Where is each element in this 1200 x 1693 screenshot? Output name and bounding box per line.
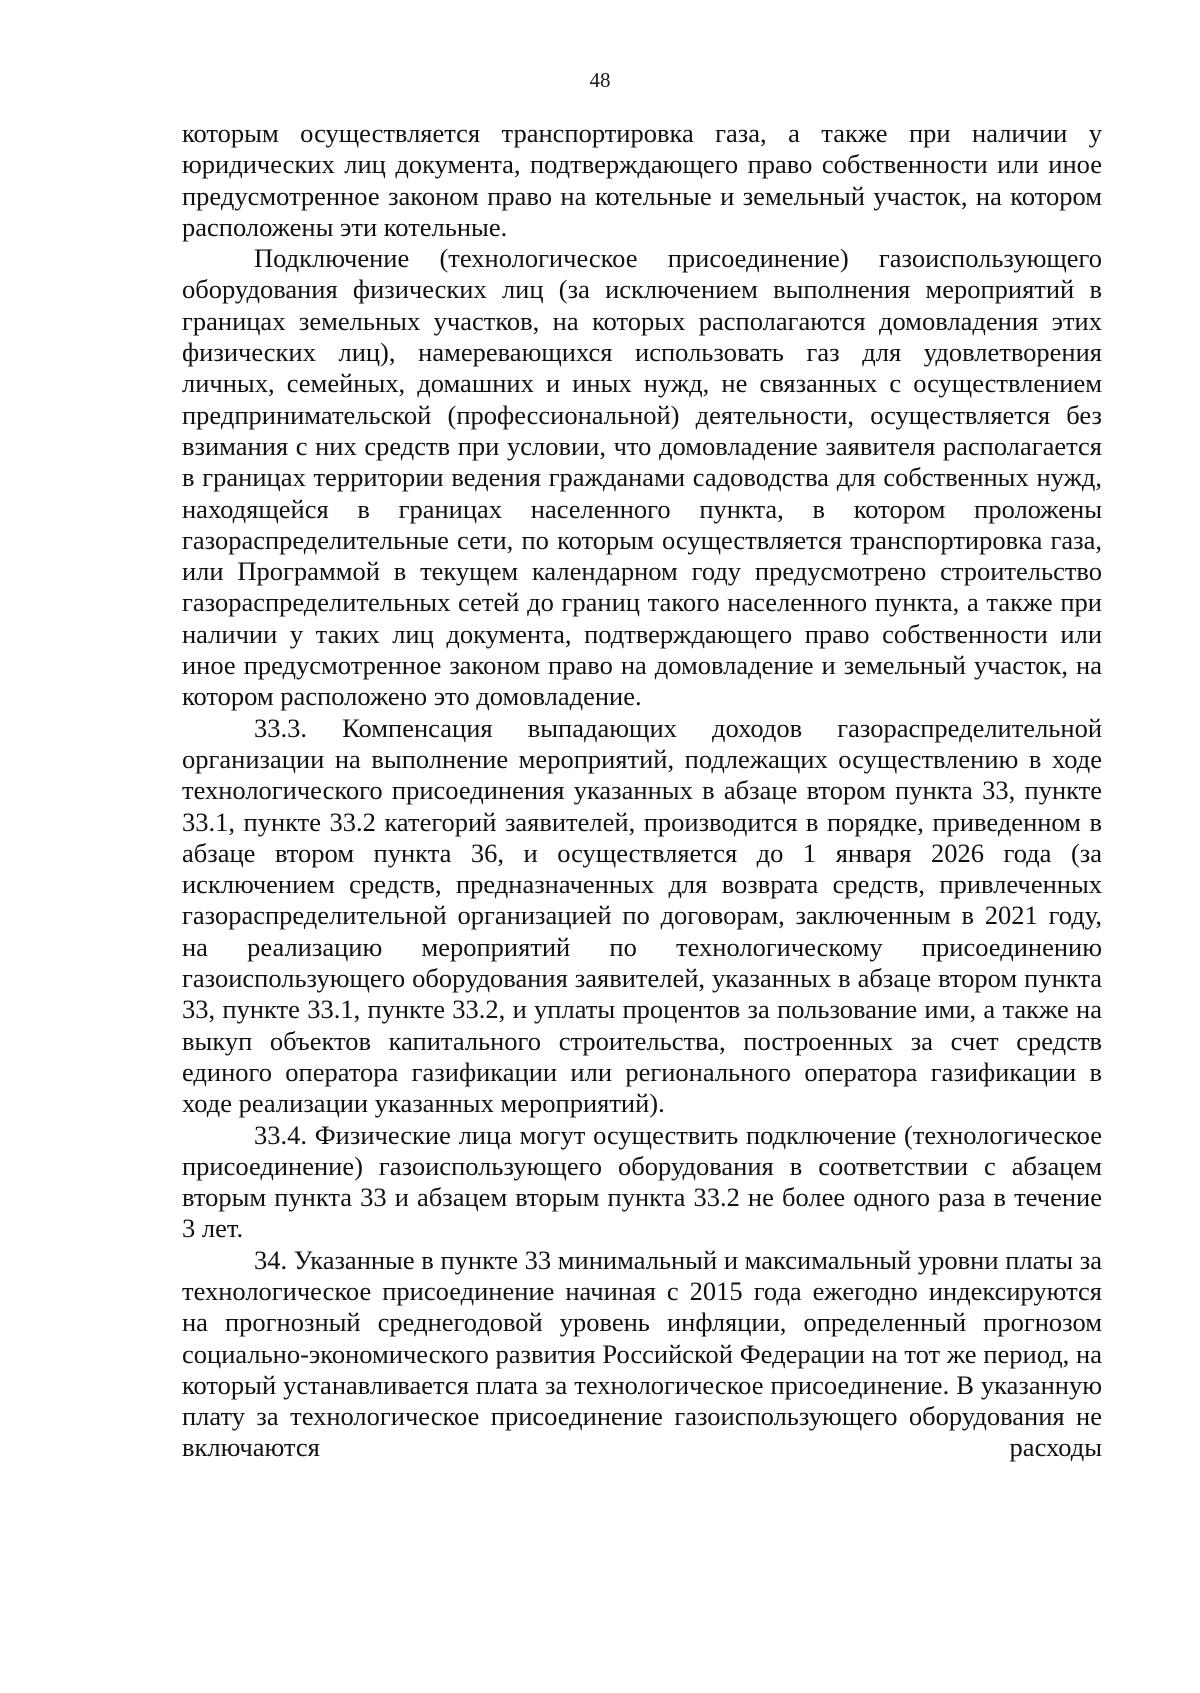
paragraph-continuation: которым осуществляется транспортировка газа, а также при наличии у юридических лиц документа, подтверждающего право собственности или иное предусмотренное законом право на котельные и земельный участок, на котором расположены эти котельные. [182, 118, 1102, 242]
paragraph-connection-individuals: Подключение (технологическое присоединение) газоиспользующего оборудования физических лиц (за исключением выполнения мероприятий в границах земельных участков, на которых располагаются домовладения этих физических лиц), намеревающихся использовать газ для удовлетворения личных, семейных, домашних и иных нужд, не связанных с осуществлением предпринимательской (профессиональной) деятельности, осуществляется без взимания с них средств при условии, что домовладение заявителя располагается в границах территории ведения гражданами садоводства для собственных нужд, находящейся в границах населенного пункта, в котором проложены газораспределительные сети, по которым осуществляется транспортировка газа, или Программой в текущем календарном году предусмотрено строительство газораспределительных сетей до границ такого населенного пункта, а также при наличии у таких лиц документа, подтверждающего право собственности или иное предусмотренное законом право на домовладение и земельный участок, на котором расположено это домовладение. [182, 243, 1102, 712]
document-body [182, 118, 1102, 1464]
paragraph-33-3: 33.3. Компенсация выпадающих доходов газораспределительной организации на выполнение мероприятий, подлежащих осуществлению в ходе технологического присоединения указанных в абзаце втором пункта 33, пункте 33.1, пункте 33.2 категорий заявителей, производится в порядке, приведенном в абзаце втором пункта 36, и осуществляется до 1 января 2026 года (за исключением средств, предназначенных для возврата средств, привлеченных газораспределительной организацией по договорам, заключенным в 2021 году, на реализацию мероприятий по технологическому присоединению газоиспользующего оборудования заявителей, указанных в абзаце втором пункта 33, пункте 33.1, пункте 33.2, и уплаты процентов за пользование ими, а также на выкуп объектов капитального строительства, построенных за счет средств единого оператора газификации или регионального оператора газификации в ходе реализации указанных мероприятий). [182, 712, 1102, 1119]
paragraph-34: 34. Указанные в пункте 33 минимальный и максимальный уровни платы за технологическое присоединение начиная с 2015 года ежегодно индексируются на прогнозный среднегодовой уровень инфляции, определенный прогнозом социально-экономического развития Российской Федерации на тот же период, на который устанавливается плата за технологическое присоединение. В указанную плату за технологическое присоединение газоиспользующего оборудования не включаются расходы [182, 1244, 1102, 1463]
page-number: 48 [589, 68, 611, 92]
paragraph-33-4: 33.4. Физические лица могут осуществить подключение (технологическое присоединение) газоиспользующего оборудования в соответствии с абзацем вторым пункта 33 и абзацем вторым пункта 33.2 не более одного раза в течение 3 лет. [182, 1119, 1102, 1244]
